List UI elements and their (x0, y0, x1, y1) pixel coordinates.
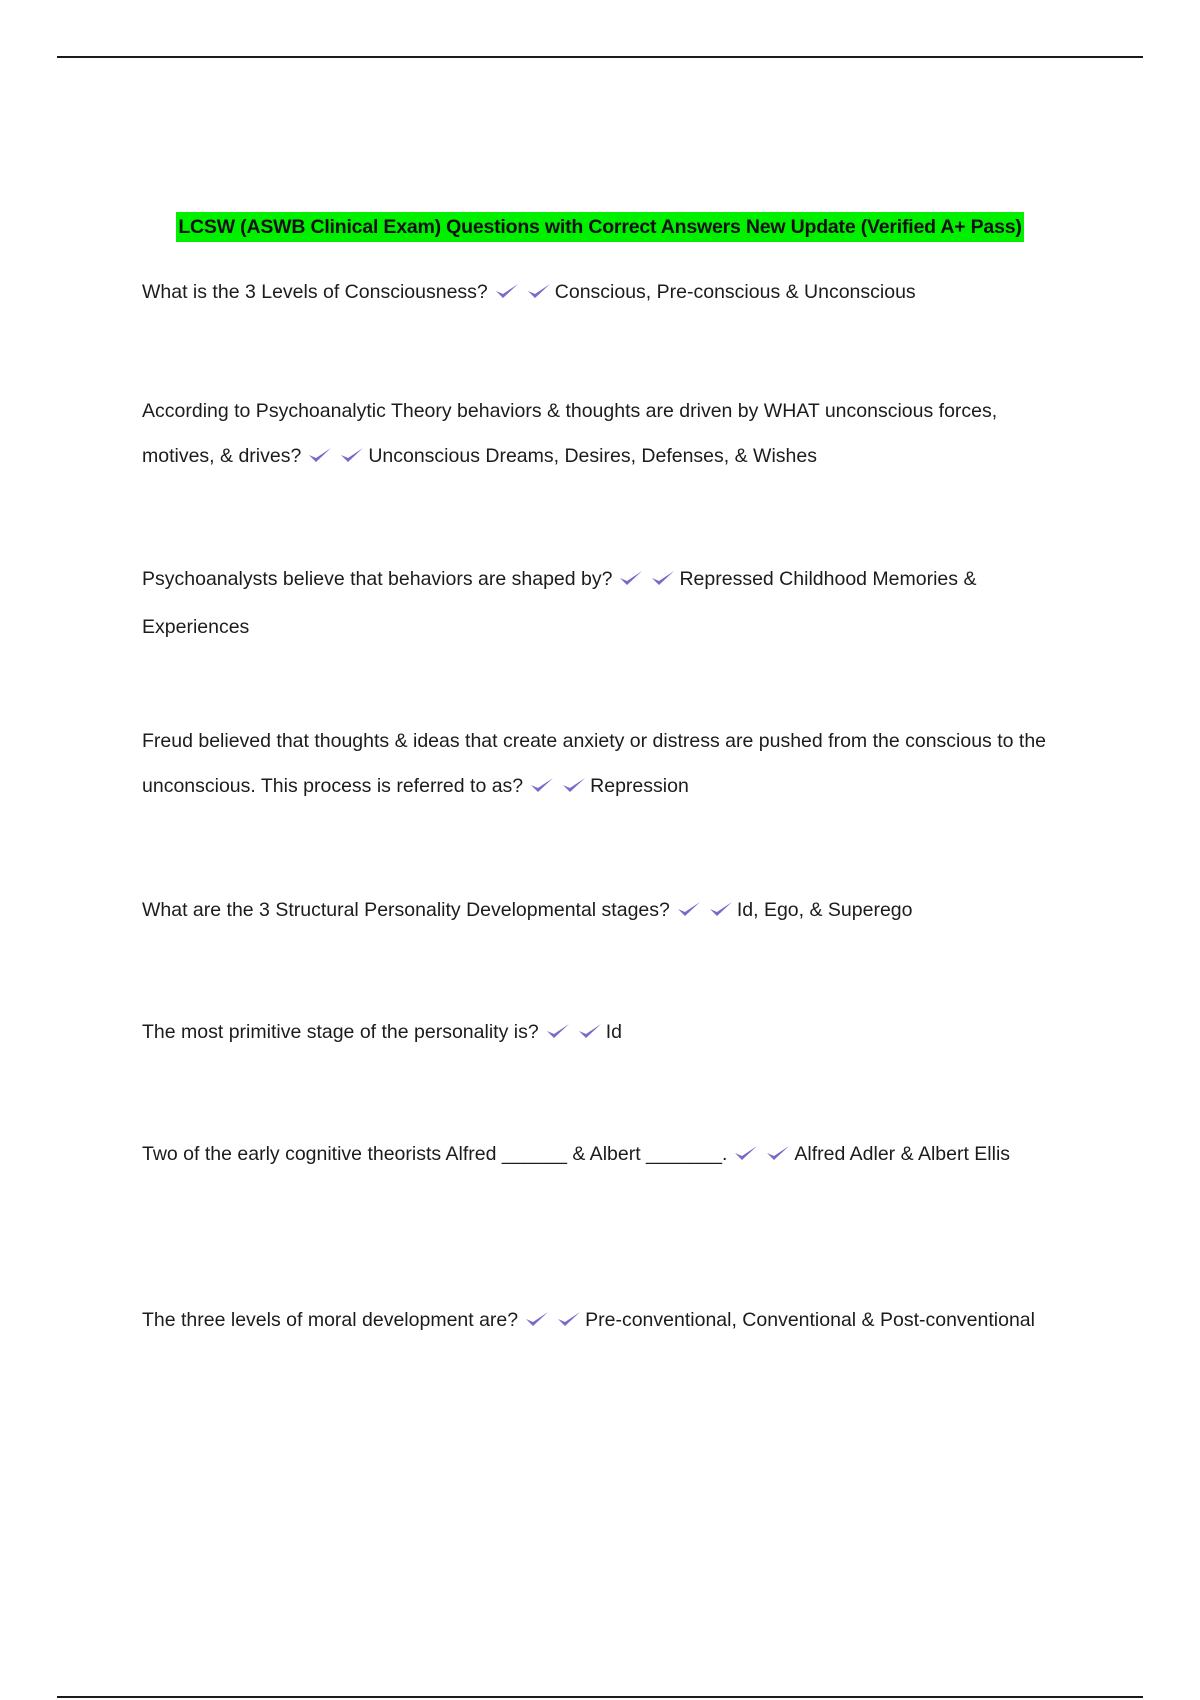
checkmark-icon (561, 775, 587, 795)
double-checkmark (494, 273, 552, 318)
checkmark-icon (765, 1143, 791, 1163)
checkmark-icon (524, 1309, 550, 1329)
question-text: Psychoanalysts believe that behaviors are shaped by? (142, 568, 613, 590)
answer-text: Repressed Childhood Memories & Experiences (142, 568, 977, 638)
title-container (0, 212, 1200, 242)
question-text: According to Psychoanalytic Theory behaviors & thoughts are driven by WHAT unconscious forces, motives, & drives? (142, 400, 998, 467)
answer-text: Conscious, Pre-conscious & Unconscious (554, 281, 916, 303)
double-checkmark (524, 1301, 582, 1346)
checkmark-icon (526, 281, 552, 301)
double-checkmark (733, 1135, 791, 1180)
checkmark-icon (339, 445, 365, 465)
checkmark-icon (529, 775, 555, 795)
checkmark-icon (494, 281, 520, 301)
qa-item-4 (142, 719, 1062, 812)
answer-text: Id, Ego, & Superego (736, 899, 913, 921)
checkmark-icon (577, 1021, 603, 1041)
answer-text: Pre-conventional, Conventional & Post-conventional (585, 1309, 1035, 1331)
double-checkmark (676, 891, 734, 936)
double-checkmark (618, 560, 676, 605)
checkmark-icon (733, 1143, 759, 1163)
answer-text: Id (605, 1021, 622, 1043)
top-divider (57, 56, 1143, 58)
checkmark-icon (650, 568, 676, 588)
question-text: What is the 3 Levels of Consciousness? (142, 281, 488, 303)
double-checkmark (529, 767, 587, 812)
bottom-divider (57, 1696, 1143, 1698)
qa-item-5 (142, 888, 1062, 936)
checkmark-icon (556, 1309, 582, 1329)
answer-text: Unconscious Dreams, Desires, Defenses, & Wishes (368, 445, 817, 467)
qa-item-7 (142, 1132, 1062, 1180)
qa-item-2 (142, 389, 1062, 482)
document-title: LCSW (ASWB Clinical Exam) Questions with Correct Answers New Update (Verified A+ Pass) (176, 212, 1023, 242)
qa-item-8 (142, 1298, 1062, 1346)
double-checkmark (545, 1013, 603, 1058)
qa-item-6 (142, 1010, 1062, 1058)
checkmark-icon (307, 445, 333, 465)
question-text: Freud believed that thoughts & ideas that create anxiety or distress are pushed from the conscious to the unconscious. This process is referred to as? (142, 730, 1047, 797)
checkmark-icon (618, 568, 644, 588)
answer-text: Alfred Adler & Albert Ellis (794, 1143, 1011, 1165)
question-text: Two of the early cognitive theorists Alfred ______ & Albert _______. (142, 1143, 728, 1165)
question-text: The most primitive stage of the personality is? (142, 1021, 539, 1043)
question-text: The three levels of moral development are? (142, 1309, 519, 1331)
checkmark-icon (708, 899, 734, 919)
question-text: What are the 3 Structural Personality Developmental stages? (142, 899, 670, 921)
qa-item-1 (142, 270, 1062, 318)
qa-item-3 (142, 557, 1062, 650)
checkmark-icon (676, 899, 702, 919)
double-checkmark (307, 437, 365, 482)
answer-text: Repression (590, 775, 689, 797)
checkmark-icon (545, 1021, 571, 1041)
